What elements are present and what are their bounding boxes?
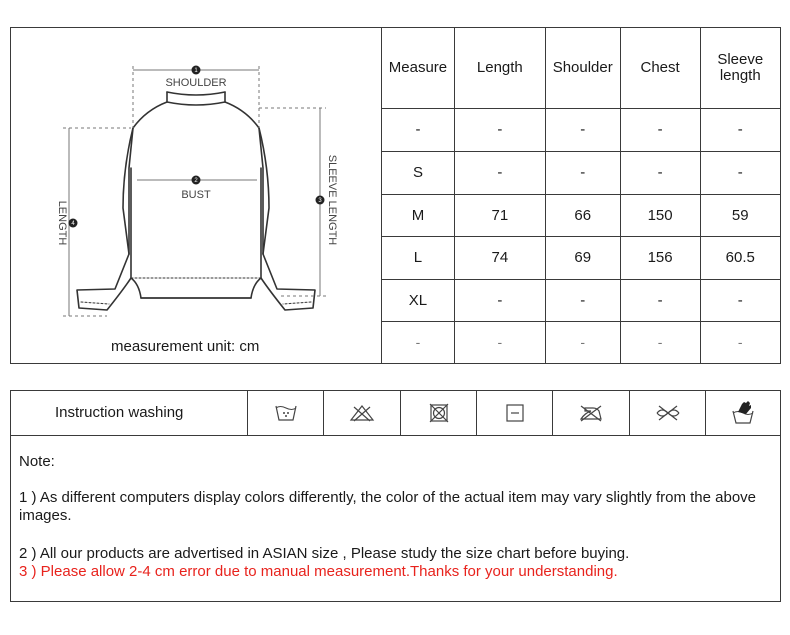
note-title: Note:	[19, 453, 55, 470]
sweater-outline-icon	[11, 28, 381, 363]
sweater-diagram	[11, 28, 381, 363]
measurement-unit-label: measurement unit: cm	[111, 338, 260, 355]
shoulder-label: SHOULDER	[165, 77, 227, 89]
bust-label: BUST	[181, 189, 211, 201]
table-row	[382, 279, 781, 321]
table-cell: -	[620, 108, 700, 151]
header-measure: Measure	[382, 28, 455, 108]
table-cell: -	[454, 279, 545, 321]
note-asian-size: 2 ) All our products are advertised in ASIAN size , Please study the size chart before buying.	[19, 545, 630, 562]
table-cell: 60.5	[700, 236, 780, 279]
do-not-dry-clean-icon	[629, 391, 705, 435]
washing-title: Instruction washing	[55, 404, 184, 421]
table-cell: -	[545, 321, 620, 363]
table-cell: -	[454, 108, 545, 151]
table-cell: -	[382, 108, 455, 151]
washing-instructions-row	[11, 391, 780, 436]
marker-4: 4	[71, 221, 75, 227]
table-row	[382, 194, 781, 236]
header-length: Length	[454, 28, 545, 108]
table-cell: M	[382, 194, 455, 236]
table-header-row	[382, 28, 781, 108]
table-cell: -	[700, 321, 780, 363]
do-not-bleach-icon	[323, 391, 400, 435]
table-cell: -	[545, 108, 620, 151]
size-chart-panel	[10, 27, 781, 364]
table-cell: -	[620, 321, 700, 363]
do-not-tumble-dry-icon	[400, 391, 476, 435]
table-cell: -	[700, 279, 780, 321]
header-sleeve-length: Sleeve length	[700, 28, 780, 108]
table-cell: -	[620, 279, 700, 321]
table-row	[382, 321, 781, 363]
table-cell: -	[545, 279, 620, 321]
table-cell: 66	[545, 194, 620, 236]
table-cell: XL	[382, 279, 455, 321]
table-cell: -	[382, 321, 455, 363]
table-cell: 74	[454, 236, 545, 279]
note-colors-disclaimer: 1 ) As different computers display colors differently, the color of the actual item may vary slightly from the above images.	[19, 489, 757, 524]
sleeve-length-label: SLEEVE LENGTH	[326, 154, 338, 246]
table-cell: -	[545, 151, 620, 194]
table-cell: -	[700, 108, 780, 151]
dry-flat-icon	[476, 391, 552, 435]
table-cell: -	[620, 151, 700, 194]
header-shoulder: Shoulder	[545, 28, 620, 108]
table-cell: 71	[454, 194, 545, 236]
table-cell: L	[382, 236, 455, 279]
table-row	[382, 236, 781, 279]
table-cell: 69	[545, 236, 620, 279]
table-cell: 59	[700, 194, 780, 236]
care-and-notes-panel	[10, 390, 781, 602]
length-label: LENGTH	[56, 200, 68, 246]
size-table	[381, 28, 780, 363]
marker-1: 1	[194, 68, 198, 74]
table-row	[382, 151, 781, 194]
marker-2: 2	[194, 178, 198, 184]
note-measurement-error: 3 ) Please allow 2-4 cm error due to manual measurement.Thanks for your understanding.	[19, 563, 618, 580]
table-cell: 150	[620, 194, 700, 236]
marker-3: 3	[318, 198, 322, 204]
table-cell: -	[454, 151, 545, 194]
table-cell: -	[454, 321, 545, 363]
hand-wash-icon	[705, 391, 780, 435]
table-cell: 156	[620, 236, 700, 279]
table-cell: -	[700, 151, 780, 194]
header-chest: Chest	[620, 28, 700, 108]
do-not-iron-icon	[552, 391, 629, 435]
machine-wash-30-icon	[247, 391, 323, 435]
table-cell: S	[382, 151, 455, 194]
table-row	[382, 108, 781, 151]
